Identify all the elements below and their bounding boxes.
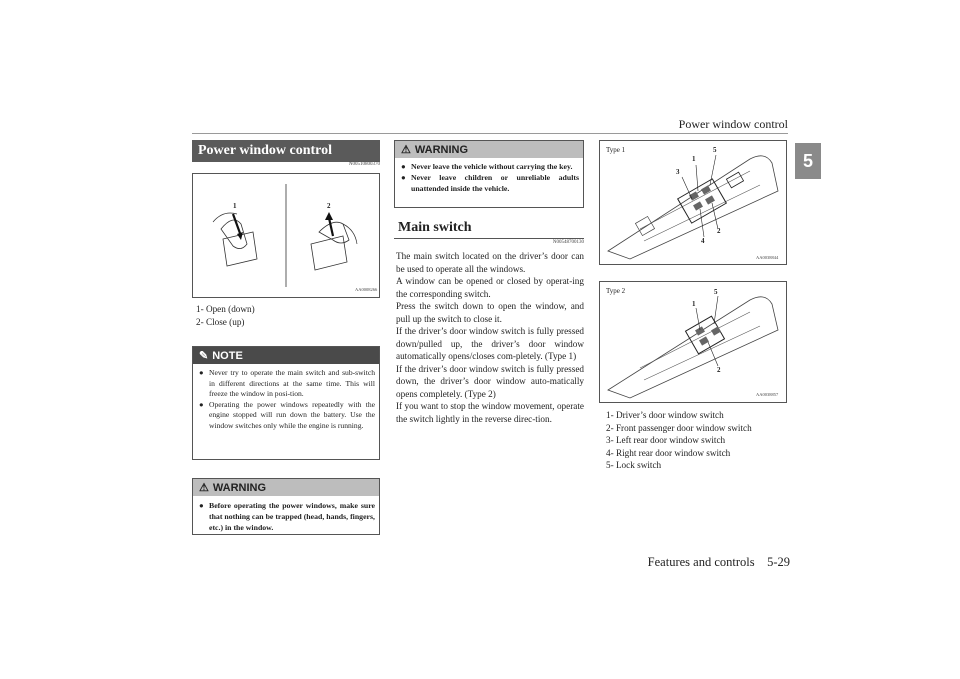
legend-item: 1- Driver’s door window switch [606, 410, 724, 420]
header-rule [192, 133, 788, 134]
figure-label-2: 2 [327, 202, 331, 210]
bullet-icon: ● [199, 368, 204, 377]
paragraph: The main switch located on the driver’s door can be used to operate all the windows. [396, 251, 584, 274]
callout-1: 1 [692, 300, 696, 308]
callout-3: 3 [676, 168, 680, 176]
legend-item: 2- Front passenger door window switch [606, 422, 752, 433]
note-item: ● Operating the power windows repeatedly with the engine stopped will run down the battery. Use the window switches only while the engine is running. [199, 399, 375, 430]
warning-heading [193, 479, 379, 496]
legend-item: 1- Open (down) [196, 304, 255, 314]
figure-open-close [192, 173, 380, 298]
paragraph: A window can be opened or closed by operat-ing the corresponding switch. [396, 276, 584, 299]
callout-2: 2 [717, 227, 721, 235]
callout-5: 5 [713, 146, 717, 154]
paragraph: If you want to stop the window movement, operate the switch lightly in the reverse direc-tion. [396, 401, 584, 424]
figure-code: AA0038857 [756, 392, 779, 397]
chapter-tab: 5 [795, 143, 821, 179]
page-footer: Features and controls 5-29 [647, 555, 790, 569]
paragraph: If the driver’s door window switch is fully pressed down, the driver’s door window auto-matically opens completely. (Type 2) [396, 363, 584, 399]
callout-2: 2 [717, 366, 721, 374]
warning-heading-text: WARNING [414, 143, 469, 156]
bullet-icon: ● [199, 399, 204, 409]
figure-open-close-illustration [193, 174, 379, 297]
warning-box-left [192, 478, 380, 535]
figure-code: AA0038844 [756, 255, 779, 260]
main-switch-body [396, 250, 584, 425]
paragraph: If the driver’s door window switch is fully pressed down/pulled up, the driver’s door window automatically opens/closes com-pletely. (Type 1) [396, 326, 584, 361]
figure-type2 [599, 281, 787, 403]
warning-box-middle [394, 140, 584, 208]
warning-heading [395, 141, 583, 158]
note-box [192, 346, 380, 460]
figure-label-1: 1 [233, 202, 237, 210]
section-code: N00510800370 [348, 162, 380, 167]
section-code: N00548700130 [552, 240, 584, 245]
legend-switches [606, 409, 792, 472]
note-heading [193, 347, 379, 364]
pencil-icon: ✎ [199, 350, 209, 362]
figure-type1 [599, 140, 787, 265]
page-header-title: Power window control [678, 117, 788, 131]
legend-item: 5- Lock switch [606, 460, 662, 471]
figure-type2-label: Type 2 [606, 287, 626, 295]
warning-item: ● Never leave children or unreliable adults unattended inside the vehicle. [401, 173, 579, 193]
warning-item: ● Before operating the power windows, make sure that nothing can be trapped (head, hands, fingers, etc.) in the window. [199, 501, 375, 532]
callout-5: 5 [714, 288, 718, 296]
warning-triangle-icon: ⚠ [199, 482, 209, 494]
callout-1: 1 [692, 155, 696, 163]
callout-4: 4 [701, 237, 705, 245]
warning-item: ● Never leave the vehicle without carrying the key. [401, 162, 573, 171]
section-title-main-switch: Main switch [394, 218, 584, 239]
paragraph: Press the switch down to open the window, and pull up the switch to close it. [396, 301, 584, 324]
note-item: ● Never try to operate the main switch and sub-switch in different directions at the same time. This will freeze the window in posi-tion. [199, 368, 375, 398]
legend-item: 4- Right rear door window switch [606, 447, 731, 458]
figure-type1-label: Type 1 [606, 146, 626, 154]
warning-triangle-icon: ⚠ [401, 144, 411, 156]
note-heading-text: NOTE [212, 349, 243, 362]
bullet-icon: ● [401, 162, 406, 171]
bullet-icon: ● [199, 501, 204, 510]
bullet-icon: ● [401, 173, 406, 182]
section-title-power-window: Power window control [192, 140, 380, 162]
legend-open-close [196, 303, 380, 328]
legend-item: 2- Close (up) [196, 316, 245, 327]
figure-code: AA0008266 [355, 287, 378, 292]
legend-item: 3- Left rear door window switch [606, 435, 726, 446]
warning-heading-text: WARNING [212, 481, 267, 494]
